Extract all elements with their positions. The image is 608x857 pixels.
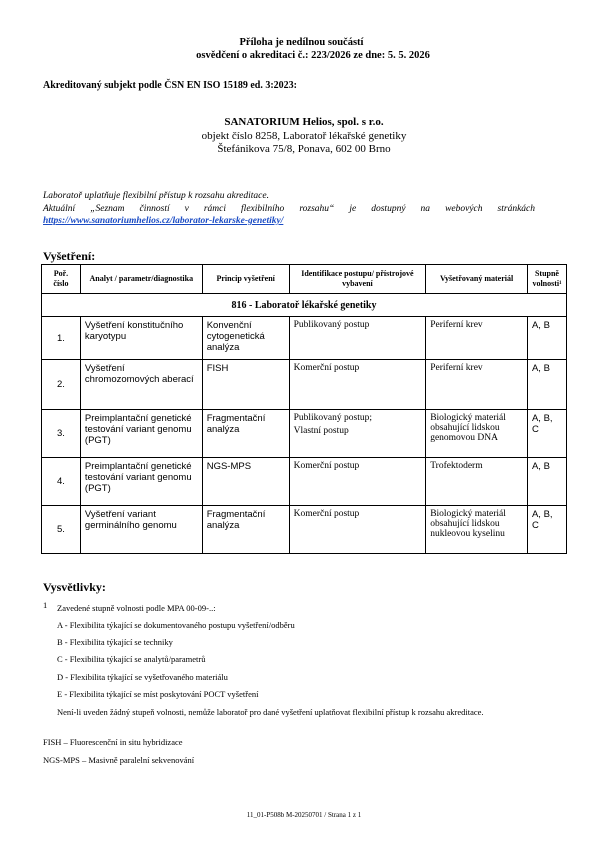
row-material: Trofektoderm xyxy=(426,458,528,506)
legend-intro: Zavedené stupně volnosti podle MPA 00-09-..: xyxy=(57,603,216,613)
row-method-text-2: Vlastní postup xyxy=(293,426,349,436)
flex-note xyxy=(43,190,535,228)
row-method xyxy=(289,410,426,458)
legend-item-b: B - Flexibilita týkající se techniky xyxy=(57,637,173,647)
row-analyte: Preimplantační genetické testování variant genomu (PGT) xyxy=(80,410,202,458)
table-row xyxy=(42,410,567,458)
table-row xyxy=(42,458,567,506)
table-header-row xyxy=(42,265,567,294)
table-row xyxy=(42,317,567,360)
row-method-text: Publikovaný postup xyxy=(293,320,370,330)
header-method: Identifikace postupu/ přístrojové vybavení xyxy=(289,265,426,294)
row-method-text: Komerční postup xyxy=(293,509,360,519)
header-principle: Princip vyšetření xyxy=(202,265,289,294)
legend-item-e: E - Flexibilita týkající se míst poskytování POCT vyšetření xyxy=(57,689,259,699)
legend-ngs: NGS-MPS – Masivně paralelní sekvenování xyxy=(43,755,195,765)
row-principle: FISH xyxy=(202,360,289,410)
section-title: Vyšetření: xyxy=(43,249,96,263)
row-number: 5. xyxy=(42,506,81,554)
row-principle: Konvenční cytogenetická analýza xyxy=(202,317,289,360)
document-header xyxy=(0,36,608,62)
accredited-subject-label: Akreditovaný subjekt podle ČSN EN ISO 15189 ed. 3:2023: xyxy=(43,80,298,91)
row-analyte: Preimplantační genetické testování variant genomu (PGT) xyxy=(80,458,202,506)
row-principle: NGS-MPS xyxy=(202,458,289,506)
row-material: Biologický materiál obsahující lidskou genomovou DNA xyxy=(426,410,528,458)
row-number: 1. xyxy=(42,317,81,360)
row-material: Biologický materiál obsahující lidskou nukleovou kyselinu xyxy=(426,506,528,554)
organization-object: objekt číslo 8258, Laboratoř lékařské genetiky xyxy=(201,129,407,142)
legend-item-a: A - Flexibilita týkající se dokumentovaného postupu vyšetření/odběru xyxy=(57,620,295,630)
legend-item-c: C - Flexibilita týkající se analytů/parametrů xyxy=(57,654,206,664)
row-degrees: A, B, C xyxy=(527,506,566,554)
row-principle: Fragmentační analýza xyxy=(202,410,289,458)
row-material: Periferní krev xyxy=(426,360,528,410)
row-principle: Fragmentační analýza xyxy=(202,506,289,554)
row-method-text: Publikovaný postup; xyxy=(293,413,372,423)
organization-name: SANATORIUM Helios, spol. s r.o. xyxy=(224,116,384,128)
header-order-number: Poř. číslo xyxy=(42,265,81,294)
table-row xyxy=(42,506,567,554)
legend-title: Vysvětlivky: xyxy=(43,580,106,594)
section-row-label: 816 - Laboratoř lékařské genetiky xyxy=(42,294,567,317)
row-material: Periferní krev xyxy=(426,317,528,360)
row-method-text: Komerční postup xyxy=(293,461,360,471)
flex-note-line-2: Aktuální „Seznam činností v rámci flexibilního rozsahu“ je dostupný na webových stránkách xyxy=(43,203,535,214)
row-analyte: Vyšetření chromozomových aberací xyxy=(80,360,202,410)
row-analyte: Vyšetření variant germinálního genomu xyxy=(80,506,202,554)
organization-block xyxy=(0,116,608,157)
row-degrees: A, B xyxy=(527,317,566,360)
legend-note: Není-li uveden žádný stupeň volnosti, nemůže laboratoř pro dané vyšetření uplatňovat flexibilní přístup k rozsahu akreditace. xyxy=(57,707,484,717)
page-footer: 11_01-P508b M-20250701 / Strana 1 z 1 xyxy=(246,811,362,819)
row-degrees: A, B xyxy=(527,458,566,506)
examination-table xyxy=(41,264,567,554)
row-method-text: Komerční postup xyxy=(293,363,360,373)
row-number: 4. xyxy=(42,458,81,506)
header-line-1: Příloha je nedílnou součástí xyxy=(239,37,364,48)
website-link[interactable]: https://www.sanatoriumhelios.cz/laborator-lekarske-genetiky/ xyxy=(43,216,284,226)
header-degrees-of-freedom: Stupně volnosti¹ xyxy=(527,265,566,294)
row-method xyxy=(289,317,426,360)
row-number: 3. xyxy=(42,410,81,458)
table-section-row xyxy=(42,294,567,317)
organization-address: Štefánikova 75/8, Ponava, 602 00 Brno xyxy=(217,143,391,155)
row-method xyxy=(289,360,426,410)
header-analyte: Analyt / parametr/diagnostika xyxy=(80,265,202,294)
legend-fish: FISH – Fluorescenční in situ hybridizace xyxy=(43,737,183,747)
row-method xyxy=(289,506,426,554)
flex-note-line-1: Laboratoř uplatňuje flexibilní přístup k rozsahu akreditace. xyxy=(43,191,269,201)
row-degrees: A, B, C xyxy=(527,410,566,458)
legend-footnote-mark: 1 xyxy=(43,600,48,610)
row-analyte: Vyšetření konstitučního karyotypu xyxy=(80,317,202,360)
row-number: 2. xyxy=(42,360,81,410)
legend-item-d: D - Flexibilita týkající se vyšetřovaného materiálu xyxy=(57,672,228,682)
header-material: Vyšetřovaný materiál xyxy=(426,265,528,294)
row-degrees: A, B xyxy=(527,360,566,410)
row-method xyxy=(289,458,426,506)
table-row xyxy=(42,360,567,410)
header-line-2: osvědčení o akreditaci č.: 223/2026 ze dne: 5. 5. 2026 xyxy=(196,50,430,61)
